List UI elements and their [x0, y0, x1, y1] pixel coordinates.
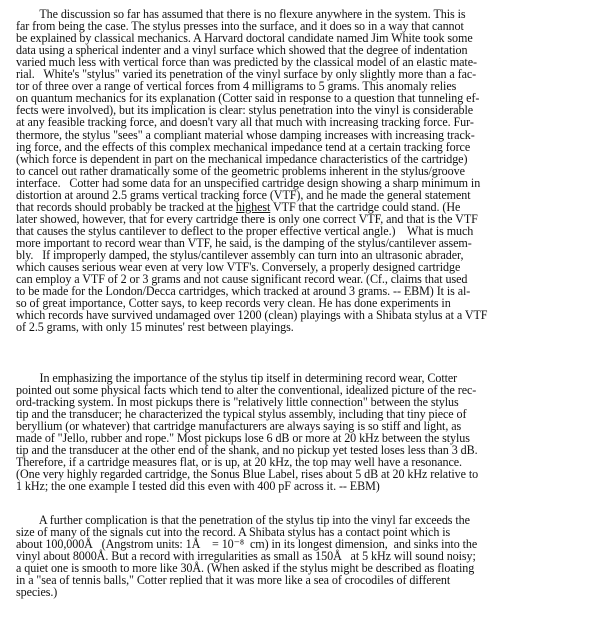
text-line: be explained by classical mechanics. A Harvard doctoral candidate named Jim White took some — [16, 31, 473, 46]
text-line: The discussion so far has assumed that there is no flexure anywhere in the system. This is — [16, 7, 466, 21]
text-line: that causes the stylus cantilever to deflect to the proper effective vertical angle.) What is much — [16, 223, 474, 238]
text-line: about 100,000Å (Angstrom units: 1Å = 10⁻⁸ cm) in its longest dimension, and sinks into the — [16, 537, 478, 552]
text-line: (which force is dependent in part on the mechanical impedance characteristics of the cartridge) — [16, 151, 468, 166]
text-line: 1 kHz; the one example I tested did this even with 400 pF across it. -- EBM) — [16, 479, 380, 494]
text-line: on quantum mechanics for its explanation (Cotter said in response to a question that tunneling ef- — [16, 91, 480, 106]
text-line: tip and the transducer; he characterized the typical stylus assembly, including that tiny piece of — [16, 407, 467, 422]
text-line: size of many of the signals cut into the record. A Shibata stylus has a contact point which is — [16, 525, 451, 540]
text-line: can employ a VTF of 2 or 3 grams and not cause significant record wear. (Cf., claims that used — [16, 272, 468, 287]
text-line: later showed, however, that for every cartridge there is only one correct VTF, and that is the VTF — [16, 211, 478, 226]
text-line: thermore, the stylus "sees" a compliant material whose damping increases with increasing track- — [16, 127, 475, 142]
text-line: in a "sea of tennis balls," Cotter replied that it was more like a sea of crocodiles of different — [16, 573, 451, 588]
text-line: data using a spherical indenter and a vinyl surface which showed that the degree of indentation — [16, 43, 468, 58]
text-line: In emphasizing the importance of the stylus tip itself in determining record wear, Cotter — [16, 371, 458, 385]
text-line: at any feasible tracking force, and doesn't vary all that much with increasing tracking force. Fur- — [16, 115, 474, 130]
text-line: ord-tracking system. In most pickups there is "relatively little connection" between the stylus — [16, 395, 459, 410]
text-line: bly. If improperly damped, the stylus/cantilever assembly can turn into an ultrasonic abrader, — [16, 248, 464, 262]
text-line: tor of three over a range of vertical forces from 4 milligrams to 5 grams. This anomaly relies — [16, 79, 457, 94]
text-line: far from being the case. The stylus presses into the surface, and it does so in a way that cannot — [16, 19, 464, 34]
text-line: so of great importance, Cotter says, to keep records very clean. He has done experiments in — [16, 296, 451, 311]
text-line: to cancel out rather dramatically some of the geometric problems inherent in the stylus/groove — [16, 163, 465, 178]
underlined-word: highest — [235, 199, 271, 214]
text-line: which records have survived undamaged over 1200 (clean) playings with a Shibata stylus at a VTF — [16, 308, 488, 323]
text-line: vinyl about 8000Å. But a record with irregularities as small as 150Å at 5 kHz will sound noisy; — [16, 549, 476, 564]
text-line: Therefore, if a cartridge measures flat, or is up, at 20 kHz, the top may well have a resonance. — [16, 455, 462, 470]
text-line: distortion at around 2.5 grams vertical tracking force (VTF), and he made the general statement — [16, 187, 471, 202]
text-line: made of "Jello, rubber and rope." Most pickups lose 6 dB or more at 20 kHz between the stylus — [16, 431, 470, 446]
text-line: beryllium (or whatever) that cartridge manufacturers are always saying is so stiff and light, as — [16, 419, 462, 434]
text-line: that records should probably be tracked at the highest VTF that the cartridge could stand. (He — [16, 199, 461, 214]
text-line: A further complication is that the penetration of the stylus tip into the vinyl far exceeds the — [16, 513, 470, 527]
text-line: pointed out some physical facts which tend to alter the conventional, idealized picture of the rec- — [16, 383, 477, 398]
text-line: of 2.5 grams, with only 15 minutes' rest between playings. — [16, 320, 294, 335]
text-line: species.) — [16, 585, 58, 600]
text-line: interface. Cotter had some data for an unspecified cartridge design showing a sharp minimum in — [16, 175, 481, 190]
text-line: which causes serious wear even at very low VTF's. Conversely, a properly designed cartridge — [16, 260, 461, 275]
text-line: varied much less with vertical force than was predicted by the classical model of an elastic mate- — [16, 55, 477, 70]
text-line: a quiet one is smooth to more like 30Å. (When asked if the stylus might be described as floating — [16, 561, 475, 576]
text-line: to be made for the London/Decca cartridges, which tracked at around 3 grams. -- EBM) It is al- — [16, 284, 471, 299]
text-line: rial. White's "stylus" varied its penetration of the vinyl surface by only slightly more than a fac- — [16, 67, 477, 82]
text-line: (One very highly regarded cartridge, the Sonus Blue Label, rises about 5 dB at 20 kHz relative to — [16, 467, 479, 482]
text-line: fects were involved), but its implication is clear: stylus penetration into the vinyl is considerable — [16, 103, 474, 118]
text-line: ing force, and the effects of this complex mechanical impedance tend at a certain tracking force — [16, 139, 471, 154]
text-line: tip and the transducer at the other end of the shank, and no pickup yet tested loses less than 3 dB. — [16, 443, 478, 458]
text-line: more important to record wear than VTF, he said, is the damping of the stylus/cantilever assem- — [16, 235, 472, 250]
